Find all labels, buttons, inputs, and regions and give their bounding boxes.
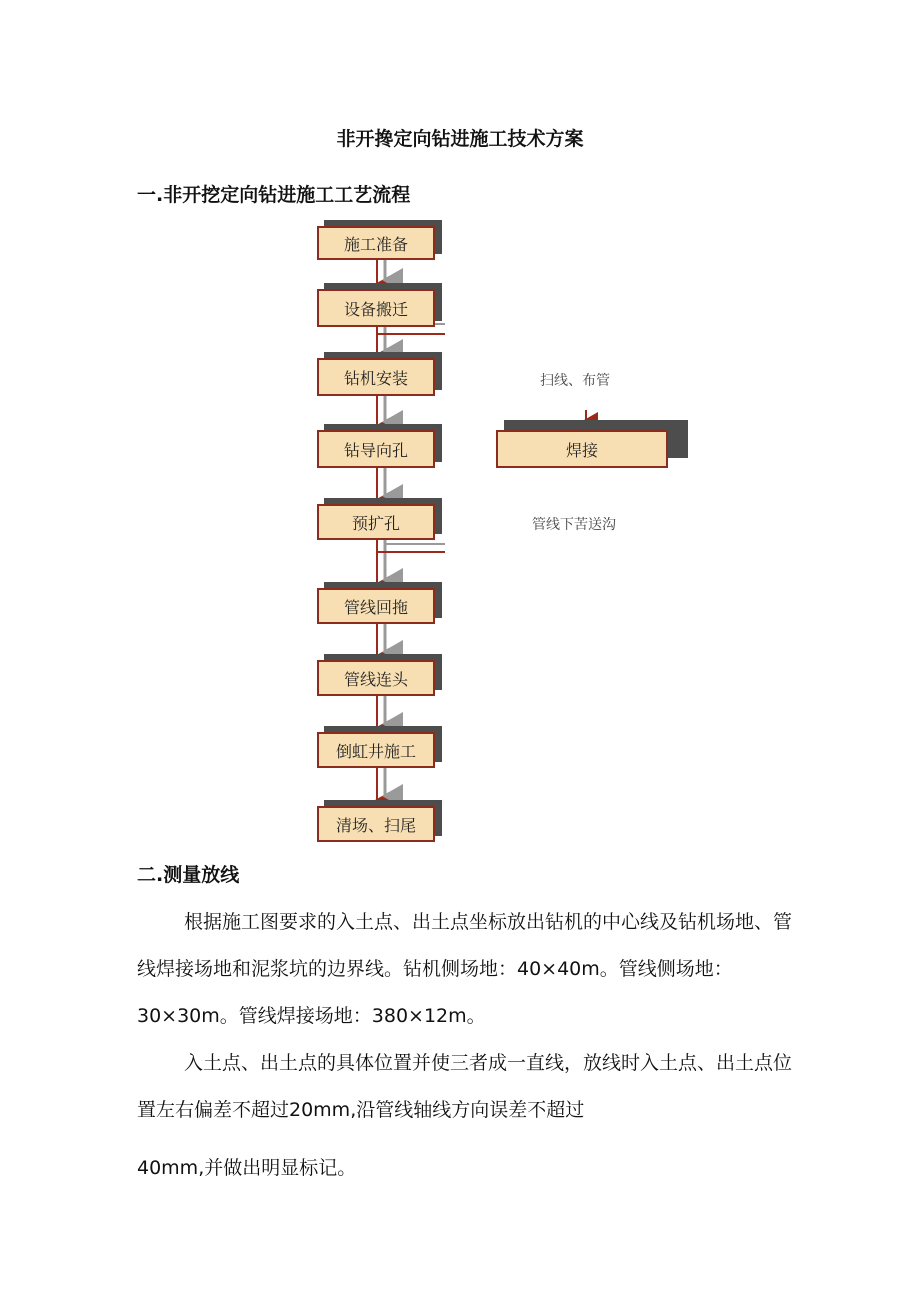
section-heading-survey: 二.测量放线 xyxy=(137,864,240,886)
flow-label-line-sweeping: 扫线、布管 xyxy=(540,373,610,389)
flow-side-welding: 焊接 xyxy=(496,430,668,468)
flow-step-install: 钻机安装 xyxy=(317,358,435,396)
paragraph-marking: 40mm,并做出明显标记。 xyxy=(137,1157,357,1179)
flow-step-cleanup: 清场、扫尾 xyxy=(317,806,435,842)
document-title: 非开搀定向钻进施工技术方案 xyxy=(336,128,584,150)
flow-label-pipe-lowering: 管线下苦送沟 xyxy=(532,517,616,533)
flow-step-pilot-hole: 钻导向孔 xyxy=(317,430,435,468)
paragraph-survey-layout xyxy=(137,899,797,1040)
flow-step-prereaming: 预扩孔 xyxy=(317,504,435,540)
paragraph-survey-layout-text: 根据施工图要求的入土点、出土点坐标放出钻机的中心线及钻机场地、管线焊接场地和泥浆坑的边界线。钻机侧场地：40×40m。管线侧场地：30×30m。管线焊接场地：380×12m。 xyxy=(137,911,793,1027)
flow-step-relocate: 设备搬迁 xyxy=(317,289,435,327)
flow-step-siphon-well: 倒虹井施工 xyxy=(317,732,435,768)
flow-step-prepare: 施工准备 xyxy=(317,226,435,260)
flow-step-tie-in: 管线连头 xyxy=(317,660,435,696)
section-heading-process: 一.非开挖定向钻进施工工艺流程 xyxy=(137,184,411,206)
paragraph-deviation xyxy=(137,1040,797,1134)
process-flowchart xyxy=(300,210,700,842)
flow-step-pullback: 管线回拖 xyxy=(317,588,435,624)
paragraph-deviation-text: 入土点、出土点的具体位置并使三者成一直线，放线时入土点、出土点位置左右偏差不超过20mm,沿管线轴线方向误差不超过 xyxy=(137,1052,793,1121)
